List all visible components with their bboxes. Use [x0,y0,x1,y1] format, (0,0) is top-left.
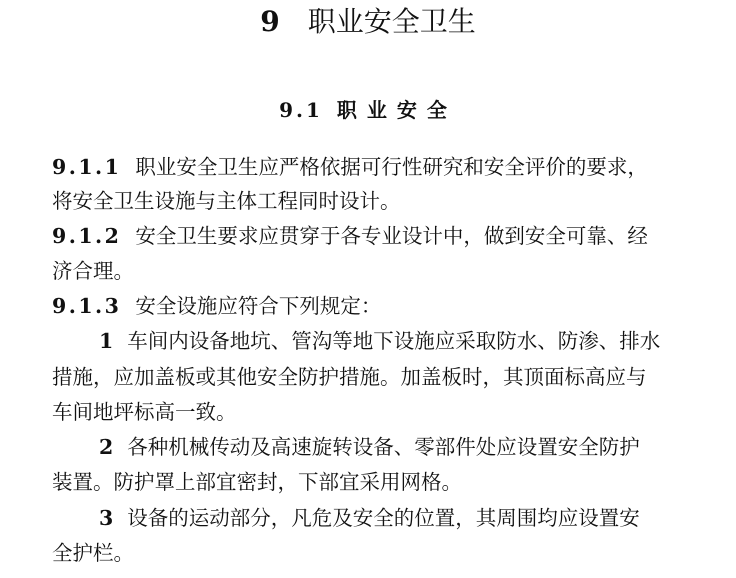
item-1-line-2 [52,362,736,392]
item-1-line-1 [99,326,736,356]
clause-text: 安全设施应符合下列规定： [135,294,382,318]
clause-9-1-2-line-1 [52,221,736,251]
item-number: 3 [99,506,114,530]
item-text: 车间内设备地坑、管沟等地下设施应采取防水、防渗、排水 [127,329,661,353]
clause-text: 济合理。 [52,259,134,283]
item-1-line-3 [52,397,736,427]
item-text: 各种机械传动及高速旋转设备、零部件处应设置安全防护 [127,435,640,459]
section-heading [0,95,736,125]
item-2-line-2 [52,467,736,497]
section-number: 9.1 [279,98,323,122]
clause-text: 安全卫生要求应贯穿于各专业设计中，做到安全可靠、经 [135,224,648,248]
clause-number: 9.1.1 [52,155,122,179]
clause-text: 职业安全卫生应严格依据可行性研究和安全评价的要求， [135,155,648,179]
clause-number: 9.1.2 [52,224,122,248]
item-number: 1 [99,329,114,353]
item-text: 车间地坪标高一致。 [52,400,237,424]
clause-text: 将安全卫生设施与主体工程同时设计。 [52,189,401,213]
item-text: 装置。防护罩上部宜密封，下部宜采用网格。 [52,470,462,494]
item-text: 设备的运动部分，凡危及安全的位置，其周围均应设置安 [127,506,640,530]
clause-9-1-1-line-2 [52,186,736,216]
chapter-title-text: 职业安全卫生 [307,5,476,38]
item-text: 措施，应加盖板或其他安全防护措施。加盖板时，其顶面标高应与 [52,365,647,389]
clause-number: 9.1.3 [52,294,122,318]
clause-9-1-2-line-2 [52,256,736,286]
item-3-line-2 [52,538,736,568]
clause-9-1-1-line-1 [52,152,736,182]
item-3-line-1 [99,503,736,533]
item-number: 2 [99,435,114,459]
clause-9-1-3-line-1 [52,291,736,321]
item-text: 全护栏。 [52,541,134,565]
chapter-heading [0,4,736,40]
section-title-text: 职业安全 [336,98,457,122]
item-2-line-1 [99,432,736,462]
chapter-number: 9 [260,5,280,38]
